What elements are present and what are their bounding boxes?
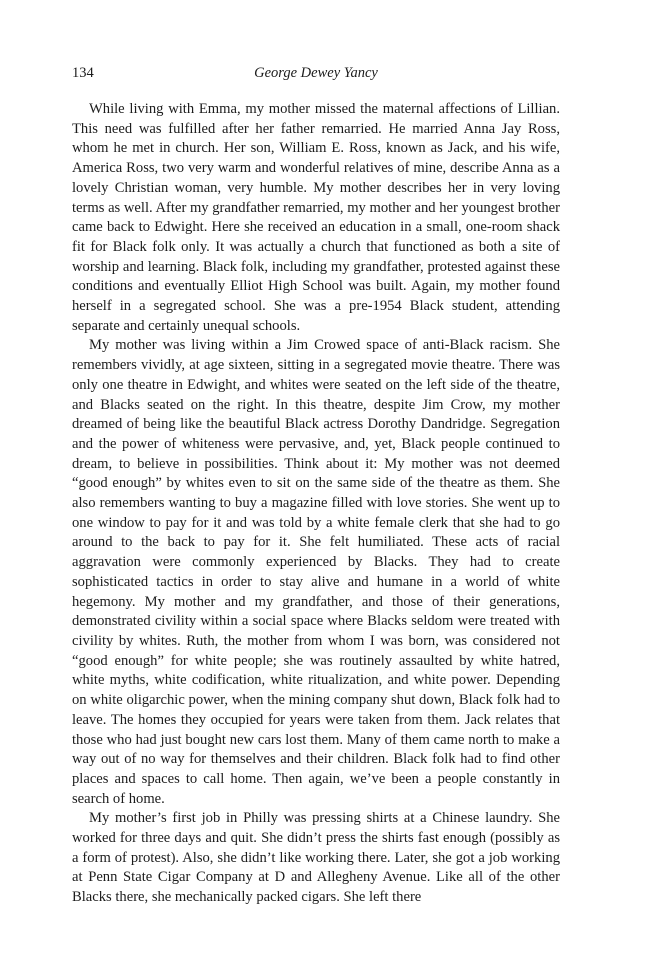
running-title: George Dewey Yancy [254, 65, 378, 81]
body-text [72, 100, 560, 908]
page-number: 134 [72, 65, 94, 81]
paragraph-1: While living with Emma, my mother missed the maternal affections of Lillian. This need was fulfilled after her father remarried. He married Anna Jay Ross, whom he met in church. Her son, William E. Ross, known as Jack, and his wife, America Ross, two very warm and wonderful relatives of mine, describe Anna as a lovely Christian woman, very humble. My mother describes her in very loving terms as well. After my grandfather remarried, my mother and her youngest brother came back to Edwight. Here she received an education in a small, one-room shack fit for Black folk only. It was actually a church that functioned as both a site of worship and learning. Black folk, including my grandfather, protested against these conditions and eventually Elliot High School was built. Again, my mother found herself in a segregated school. She was a pre-1954 Black student, attending separate and certainly unequal schools. [72, 101, 560, 334]
book-page [72, 62, 560, 908]
running-head [72, 62, 560, 84]
paragraph-2: My mother was living within a Jim Crowed space of anti-Black racism. She remembers vividly, at age sixteen, sitting in a segregated movie theatre. There was only one theatre in Edwight, and whites were seated on the left side of the theatre, and Blacks seated on the right. In this theatre, despite Jim Crow, my mother dreamed of being like the beautiful Black actress Dorothy Dandridge. Segregation and the power of whiteness were pervasive, and, yet, Black people continued to dream, to believe in possibilities. Think about it: My mother was not deemed “good enough” by whites even to sit on the same side of the theatre as them. She also remembers wanting to buy a magazine filled with love stories. She went up to one window to pay for it and was told by a white female clerk that she had to go around to the back to pay for it. She felt humiliated. These acts of racial aggravation were commonly experienced by Blacks. They had to create sophisticated tactics in order to stay alive and humane in a world of white hegemony. My mother and my grandfather, and those of their generations, demonstrated civility within a social space where Blacks seldom were treated with civility by whites. Ruth, the mother from whom I was born, was considered not “good enough” for white people; she was routinely assaulted by white hatred, white myths, white codification, white ritualization, and white power. Depending on white oligarchic power, when the mining company shut down, Black folk had to leave. The homes they occupied for years were taken from them. Jack relates that those who had just bought new cars lost them. Many of them came north to make a way out of no way for themselves and their children. Black folk had to find other places and spaces to call home. Then again, we’ve been a people constantly in search of home. [72, 337, 560, 807]
paragraph-3: My mother’s first job in Philly was pressing shirts at a Chinese laundry. She worked for three days and quit. She didn’t press the shirts fast enough (possibly as a form of protest). Also, she didn’t like working there. Later, she got a job working at Penn State Cigar Company at D and Allegheny Avenue. Like all of the other Blacks there, she mechanically packed cigars. She left there [72, 810, 560, 906]
